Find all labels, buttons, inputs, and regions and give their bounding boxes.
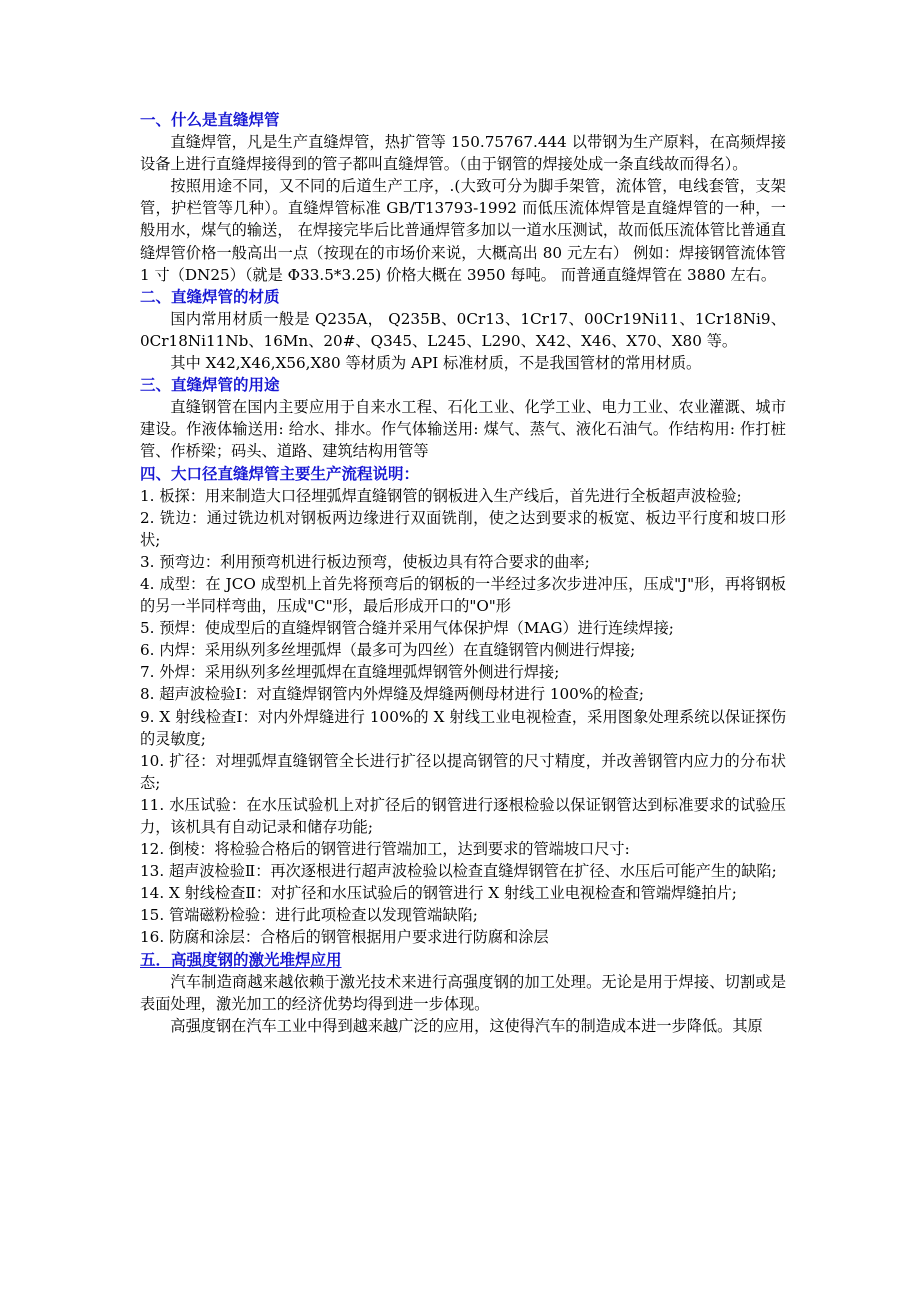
para-section-1-a: 直缝焊管，凡是生产直缝焊管，热扩管等 150.75767.444 以带钢为生产原料，在高频焊接设备上进行直缝焊接得到的管子都叫直缝焊管。（由于钢管的焊接处成一条直线故而得名）。: [140, 133, 786, 174]
para-section-5-b: 高强度钢在汽车工业中得到越来越广泛的应用，这使得汽车的制造成本进一步降低。其原: [170, 1016, 763, 1035]
process-item-13: 13. 超声波检验Ⅱ：再次逐根进行超声波检验以检查直缝焊钢管在扩径、水压后可能产生的缺陷;: [140, 862, 777, 881]
document-body: [140, 109, 786, 1037]
process-item-2: 2. 铣边：通过铣边机对钢板两边缘进行双面铣削，使之达到要求的板宽、板边平行度和坡口形状;: [140, 508, 786, 549]
process-item-9: 9. X 射线检查Ⅰ：对内外焊缝进行 100%的 X 射线工业电视检查，采用图象处理系统以保证探伤的灵敏度;: [140, 707, 786, 748]
process-item-8: 8. 超声波检验Ⅰ：对直缝焊钢管内外焊缝及焊缝两侧母材进行 100%的检查;: [140, 685, 644, 704]
process-item-1: 1. 板探：用来制造大口径埋弧焊直缝钢管的钢板进入生产线后，首先进行全板超声波检验;: [140, 486, 742, 505]
heading-section-3: 三、直缝焊管的用途: [140, 375, 280, 395]
process-item-10: 10. 扩径：对埋弧焊直缝钢管全长进行扩径以提高钢管的尺寸精度，并改善钢管内应力的分布状态;: [140, 751, 786, 792]
process-item-4: 4. 成型：在 JCO 成型机上首先将预弯后的钢板的一半经过多次步进冲压，压成"J"形，再将钢板的另一半同样弯曲，压成"C"形，最后形成开口的"O"形: [140, 574, 786, 616]
process-item-16: 16. 防腐和涂层：合格后的钢管根据用户要求进行防腐和涂层: [140, 928, 549, 947]
para-section-2-a: 国内常用材质一般是 Q235A， Q235B、0Cr13、1Cr17、00Cr19Ni11、1Cr18Ni9、0Cr18Ni11Nb、16Mn、20#、Q345、L245、L290、X42、X46、X70、X80 等。: [140, 309, 786, 350]
process-item-5: 5. 预焊：使成型后的直缝焊钢管合缝并采用气体保护焊（MAG）进行连续焊接;: [140, 619, 674, 638]
heading-section-2: 二、直缝焊管的材质: [140, 286, 280, 306]
para-section-5-a: 汽车制造商越来越依赖于激光技术来进行高强度钢的加工处理。无论是用于焊接、切割或是表面处理，激光加工的经济优势均得到进一步体现。: [140, 972, 786, 1013]
process-item-7: 7. 外焊：采用纵列多丝埋弧焊在直缝埋弧焊钢管外侧进行焊接;: [140, 663, 560, 682]
para-section-3-a: 直缝钢管在国内主要应用于自来水工程、石化工业、化学工业、电力工业、农业灌溉、城市建设。作液体输送用: 给水、排水。作气体输送用: 煤气、蒸气、液化石油气。作结构用: 作打桩管、作桥梁；码头、道路、建筑结构用管等: [140, 398, 786, 461]
process-item-12: 12. 倒棱：将检验合格后的钢管进行管端加工，达到要求的管端坡口尺寸:: [140, 840, 630, 859]
process-item-14: 14. X 射线检查Ⅱ：对扩径和水压试验后的钢管进行 X 射线工业电视检查和管端焊缝拍片;: [140, 884, 737, 903]
para-section-2-b: 其中 X42,X46,X56,X80 等材质为 API 标准材质，不是我国管材的常用材质。: [170, 354, 702, 373]
process-item-3: 3. 预弯边：利用预弯机进行板边预弯，使板边具有符合要求的曲率;: [140, 552, 590, 571]
heading-section-1: 一、什么是直缝焊管: [140, 110, 280, 129]
heading-section-5: 五．高强度钢的激光堆焊应用: [140, 949, 342, 969]
heading-section-4: 四、大口径直缝焊管主要生产流程说明：: [140, 463, 420, 483]
process-item-6: 6. 内焊：采用纵列多丝埋弧焊（最多可为四丝）在直缝钢管内侧进行焊接;: [140, 641, 636, 660]
process-item-15: 15. 管端磁粉检验：进行此项检查以发现管端缺陷;: [140, 906, 478, 925]
process-item-11: 11. 水压试验：在水压试验机上对扩径后的钢管进行逐根检验以保证钢管达到标准要求的试验压力，该机具有自动记录和储存功能;: [140, 795, 786, 836]
para-section-1-b: 按照用途不同，又不同的后道生产工序，.(大致可分为脚手架管，流体管，电线套管，支架管，护栏管等几种）。直缝焊管标准 GB/T13793-1992 而低压流体焊管是直缝焊管的一种，一般用水，煤气的输送， 在焊接完毕后比普通焊管多加以一道水压测试，故而低压流体管比普通直缝焊管价格一般高出一点（按现在的市场价来说，大概高出 80 元左右） 例如：焊接钢管流体管 1 寸（DN25）（就是 Φ33.5*3.25) 价格大概在 3950 每吨。 而普通直缝焊管在 3880 左右。: [140, 177, 786, 284]
